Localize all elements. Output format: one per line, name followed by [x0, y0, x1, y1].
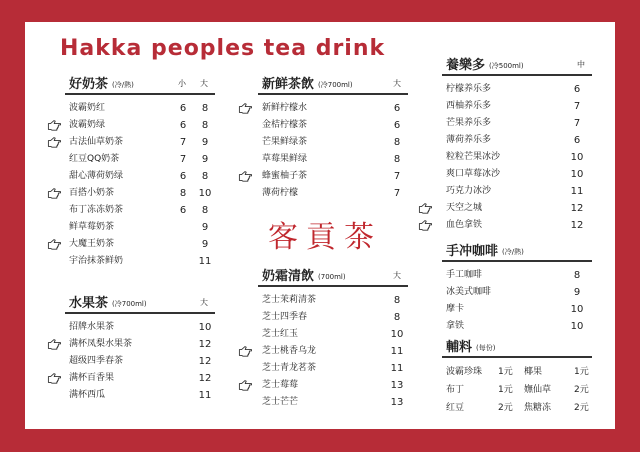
menu-item: [65, 236, 215, 253]
menu-item: [258, 309, 408, 326]
menu-item: [258, 326, 408, 343]
pointing-hand-icon: [418, 219, 432, 231]
menu-item: [258, 168, 408, 185]
pointing-hand-icon: [47, 136, 61, 148]
menu-item: [65, 253, 215, 270]
item-name: 甜心薄荷奶绿: [69, 171, 124, 181]
item-price-large: 10: [570, 152, 584, 163]
pointing-hand-icon: [238, 345, 252, 357]
menu-item: [65, 353, 215, 370]
menu-item: [65, 202, 215, 219]
item-name: 天空之城: [446, 203, 483, 213]
menu-item: [258, 360, 408, 377]
topping-price: 1元: [574, 367, 589, 377]
item-price-large: 10: [198, 322, 212, 333]
section-cheese-tea: [258, 265, 408, 411]
item-price-large: 10: [570, 169, 584, 180]
size-large-header: 大: [393, 79, 401, 88]
price-column-headers: [197, 297, 211, 308]
section-note: (每份): [476, 343, 496, 352]
pointing-hand-icon: [47, 372, 61, 384]
item-price-large: 8: [393, 312, 401, 323]
item-name: 冰美式咖啡: [446, 287, 492, 297]
menu-item: [65, 336, 215, 353]
section-title: [69, 292, 147, 311]
section-header: [258, 265, 408, 287]
pointing-hand-icon: [47, 119, 61, 131]
item-name: 芝士莓莓: [262, 380, 299, 390]
item-name: 满杯凤梨水果茶: [69, 339, 133, 349]
item-name: 西柚养乐多: [446, 101, 492, 111]
item-price-large: 7: [573, 101, 581, 112]
item-price-small: 6: [179, 103, 187, 114]
item-price-small: 8: [179, 188, 187, 199]
pointing-hand-icon: [47, 238, 61, 250]
item-price-large: 12: [570, 203, 584, 214]
item-name: 超级四季春茶: [69, 356, 124, 366]
item-price-small: 6: [179, 205, 187, 216]
section-milk-tea: [65, 73, 215, 270]
item-name: 手工咖啡: [446, 270, 483, 280]
menu-item: [65, 100, 215, 117]
item-price-large: 12: [198, 356, 212, 367]
menu-item: [258, 377, 408, 394]
section-title: [262, 265, 346, 284]
item-price-large: 9: [201, 239, 209, 250]
topping-price: 2元: [498, 403, 513, 413]
item-price-large: 8: [201, 120, 209, 131]
topping-price: 2元: [574, 385, 589, 395]
item-name: 芒果养乐多: [446, 118, 492, 128]
menu-item: [65, 387, 215, 404]
item-price-small: 7: [179, 154, 187, 165]
section-header: [258, 73, 408, 95]
topping-row: [442, 381, 592, 399]
pointing-hand-icon: [238, 102, 252, 114]
item-name: 芒果鲜绿茶: [262, 137, 308, 147]
topping-list: [442, 363, 592, 417]
menu-item: [442, 284, 592, 301]
item-price-large: 9: [201, 137, 209, 148]
topping-name: 红豆: [446, 403, 465, 413]
item-price-large: 12: [198, 339, 212, 350]
item-name: 大魔王奶茶: [69, 239, 115, 249]
section-title: [446, 54, 524, 73]
topping-price: 1元: [498, 367, 513, 377]
item-price-large: 13: [390, 397, 404, 408]
item-name: 芝士红玉: [262, 329, 299, 339]
item-price-large: 8: [201, 205, 209, 216]
item-price-large: 8: [573, 270, 581, 281]
section-name: 手冲咖啡: [446, 244, 499, 259]
item-price-large: 8: [201, 103, 209, 114]
item-price-large: 11: [570, 186, 584, 197]
price-column-headers: [390, 270, 404, 281]
pointing-hand-icon: [47, 187, 61, 199]
section-yakult: [442, 54, 592, 234]
menu-item: [258, 151, 408, 168]
pointing-hand-icon: [238, 170, 252, 182]
item-price-large: 8: [393, 154, 401, 165]
section-note: (冷700ml): [112, 299, 147, 308]
section-title: [262, 73, 353, 92]
menu-item: [442, 115, 592, 132]
menu-item: [258, 394, 408, 411]
pointing-hand-icon: [238, 379, 252, 391]
seal-stamp: 客貢茶: [268, 220, 382, 255]
menu-item: [442, 149, 592, 166]
menu-item: [442, 301, 592, 318]
topping-row: [442, 399, 592, 417]
menu-item: [442, 267, 592, 284]
item-price-large: 6: [573, 135, 581, 146]
item-price-large: 7: [393, 171, 401, 182]
menu-item: [65, 319, 215, 336]
item-list: [258, 292, 408, 411]
item-price-large: 10: [390, 329, 404, 340]
size-large-header: 大: [200, 298, 208, 307]
menu-item: [442, 81, 592, 98]
menu-item: [258, 117, 408, 134]
item-name: 招牌水果茶: [69, 322, 115, 332]
section-fresh-tea: [258, 73, 408, 202]
item-price-large: 6: [393, 103, 401, 114]
item-price-large: 8: [393, 137, 401, 148]
section-note: (冷700ml): [318, 80, 353, 89]
item-name: 粒粒芒果冰沙: [446, 152, 501, 162]
item-price-large: 12: [570, 220, 584, 231]
item-name: 百搭小奶茶: [69, 188, 115, 198]
menu-item: [65, 370, 215, 387]
item-price-large: 9: [573, 287, 581, 298]
topping-price: 2元: [574, 403, 589, 413]
item-price-large: 8: [201, 171, 209, 182]
item-list: [442, 81, 592, 234]
menu-item: [258, 100, 408, 117]
section-name: 新鲜茶飲: [262, 77, 315, 92]
item-name: 鲜草莓奶茶: [69, 222, 115, 232]
topping-name: 布丁: [446, 385, 465, 395]
menu-item: [65, 168, 215, 185]
item-name: 芝士芒芒: [262, 397, 299, 407]
menu-item: [442, 132, 592, 149]
menu-item: [258, 292, 408, 309]
menu-item: [442, 200, 592, 217]
item-price-large: 11: [390, 363, 404, 374]
section-header: [442, 240, 592, 262]
item-list: [258, 100, 408, 202]
pointing-hand-icon: [418, 202, 432, 214]
section-fruit-tea: [65, 292, 215, 404]
item-price-large: 11: [198, 390, 212, 401]
item-price-large: 6: [573, 84, 581, 95]
item-price-large: 7: [393, 188, 401, 199]
topping-name: 嫵仙草: [524, 385, 552, 395]
size-small-header: 小: [178, 79, 186, 88]
item-name: 爽口草莓冰沙: [446, 169, 501, 179]
topping-name: 椰果: [524, 367, 543, 377]
item-name: 草莓果鲜绿: [262, 154, 308, 164]
menu-item: [65, 134, 215, 151]
menu-item: [442, 318, 592, 335]
menu-item: [442, 183, 592, 200]
menu-item: [442, 217, 592, 234]
topping-name: 焦糖冻: [524, 403, 552, 413]
item-name: 波霸奶绿: [69, 120, 106, 130]
menu-item: [442, 98, 592, 115]
item-name: 新鲜柠檬水: [262, 103, 308, 113]
item-list: [65, 319, 215, 404]
item-price-large: 10: [198, 188, 212, 199]
item-price-large: 10: [570, 321, 584, 332]
section-title: [446, 336, 495, 355]
menu-item: [442, 166, 592, 183]
item-name: 薄荷柠檬: [262, 188, 299, 198]
price-column-headers: [390, 78, 404, 89]
item-name: 血色拿铁: [446, 220, 483, 230]
item-price-large: 9: [201, 154, 209, 165]
item-name: 金桔柠檬茶: [262, 120, 308, 130]
menu-item: [65, 151, 215, 168]
size-large-header: 中: [577, 60, 585, 69]
menu-item: [258, 134, 408, 151]
item-name: 柠檬养乐多: [446, 84, 492, 94]
item-name: 蜂蜜柚子茶: [262, 171, 308, 181]
item-name: 满杯百香果: [69, 373, 115, 383]
topping-name: 波霸珍珠: [446, 367, 483, 377]
section-note: (冷500ml): [489, 61, 524, 70]
section-title: [446, 240, 524, 259]
item-price-large: 11: [390, 346, 404, 357]
section-name: 養樂多: [446, 58, 486, 73]
item-name: 拿铁: [446, 321, 465, 331]
section-name: 輔料: [446, 340, 473, 355]
item-name: 巧克力冰沙: [446, 186, 492, 196]
item-price-large: 13: [390, 380, 404, 391]
section-header: [65, 292, 215, 314]
menu-title: Hakka peoples tea drink: [60, 36, 386, 61]
price-column-headers: [574, 59, 588, 70]
item-name: 古法仙草奶茶: [69, 137, 124, 147]
item-price-large: 8: [393, 295, 401, 306]
price-column-headers: [574, 245, 588, 254]
menu-item: [65, 117, 215, 134]
menu-item: [258, 343, 408, 360]
item-name: 宇治抹茶鲜奶: [69, 256, 124, 266]
item-name: 布丁冻冻奶茶: [69, 205, 124, 215]
section-header: [442, 336, 592, 358]
section-coffee: [442, 240, 592, 335]
section-note: (冷/熱): [502, 247, 524, 256]
topping-price: 1元: [498, 385, 513, 395]
item-price-small: 6: [179, 171, 187, 182]
topping-row: [442, 363, 592, 381]
item-list: [65, 100, 215, 270]
item-price-large: 6: [393, 120, 401, 131]
item-list: [442, 267, 592, 335]
item-name: 芝士桃香乌龙: [262, 346, 317, 356]
item-name: 波霸奶红: [69, 103, 106, 113]
section-toppings: [442, 336, 592, 417]
menu-item: [65, 219, 215, 236]
menu-item: [258, 185, 408, 202]
item-name: 芝士茉莉清茶: [262, 295, 317, 305]
size-large-header: 大: [393, 271, 401, 280]
item-price-small: 6: [179, 120, 187, 131]
price-column-headers: [175, 78, 211, 89]
item-name: 摩卡: [446, 304, 465, 314]
item-name: 芝士四季春: [262, 312, 308, 322]
item-price-large: 7: [573, 118, 581, 129]
section-name: 好奶茶: [69, 77, 109, 92]
item-name: 薄荷养乐多: [446, 135, 492, 145]
section-name: 水果茶: [69, 296, 109, 311]
section-header: [442, 54, 592, 76]
pointing-hand-icon: [47, 338, 61, 350]
section-header: [65, 73, 215, 95]
size-large-header: 大: [200, 79, 208, 88]
item-price-small: 7: [179, 137, 187, 148]
section-title: [69, 73, 134, 92]
item-name: 芝士青龙茗茶: [262, 363, 317, 373]
item-price-large: 10: [570, 304, 584, 315]
item-name: 红豆QQ奶茶: [69, 154, 120, 164]
item-price-large: 12: [198, 373, 212, 384]
item-price-large: 9: [201, 222, 209, 233]
item-name: 满杯西瓜: [69, 390, 106, 400]
item-price-large: 11: [198, 256, 212, 267]
menu-item: [65, 185, 215, 202]
section-note: (700ml): [318, 272, 346, 281]
section-note: (冷/熱): [112, 80, 134, 89]
section-name: 奶霜清飲: [262, 269, 315, 284]
